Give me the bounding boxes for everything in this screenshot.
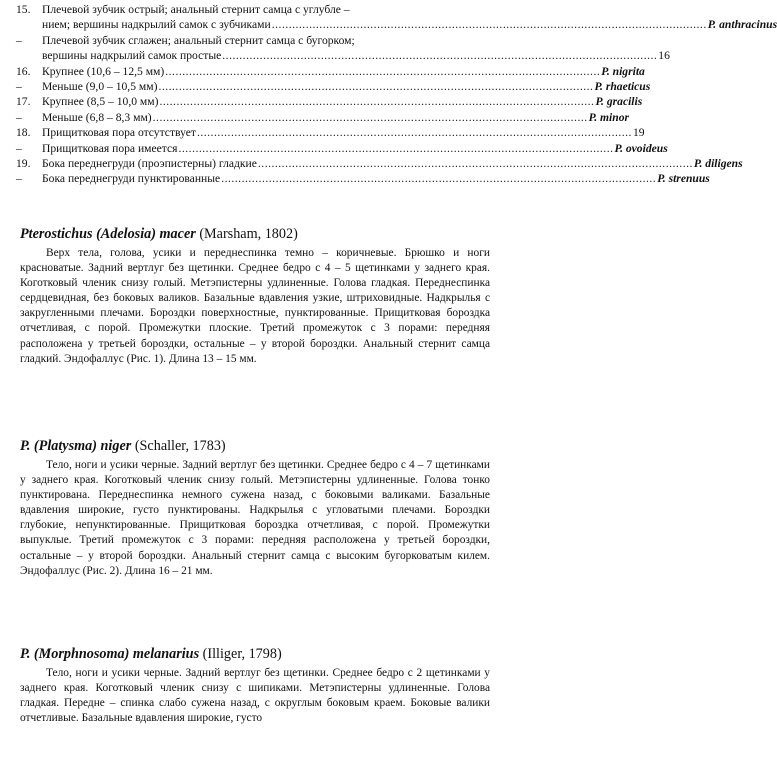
key-row <box>16 48 670 63</box>
key-couplet-text: Крупнее (10,6 – 12,5 мм) <box>42 64 165 78</box>
key-result-couplet: 16 <box>658 49 670 63</box>
species-name: P. (Morphnosoma) melanarius <box>20 646 200 662</box>
key-result-taxon: P. nigrita <box>601 64 645 78</box>
key-couplet-number: – <box>16 79 22 93</box>
key-result-couplet: 19 <box>632 126 645 140</box>
leader-dots: ................................................................................................................................ <box>158 79 594 93</box>
leader-dots: ................................................................................................................................ <box>152 110 588 124</box>
key-result-taxon: P. diligens <box>693 156 743 170</box>
species-description: Тело, ноги и усики черные. Задний вертлуг без щетинки. Среднее бедро с 4 – 7 щетинками у заднего края. Коготковый членик снизу голый. Метэпистерны удлиненные. Голова тонко пунктирована. Переднеспинка немного сужена назад, с боковыми валиками. Базальные вдавления широкие, густо пунктированы. Надкрылья с угловатыми плечами. Бороздки глубокие, непунктированные. Прищитковая бороздка отчетливая, с порой. Промежутки выпуклые. Третий промежуток с 3 порами: передняя расположена у третьей бороздки, остальные – у второй бороздки. Анальный стернит самца с высоким бугорковатым килем. Эндофаллус (Рис. 2). Длина 16 – 21 мм. <box>20 459 490 577</box>
key-row <box>16 64 645 79</box>
key-result-taxon: P. minor <box>588 110 630 124</box>
key-row <box>16 94 643 109</box>
key-couplet-text: Меньше (6,8 – 8,3 мм) <box>42 110 152 124</box>
leader-dots: ................................................................................................................................ <box>159 95 595 109</box>
key-couplet-number: – <box>16 33 22 47</box>
key-row <box>16 110 630 125</box>
key-couplet-number: – <box>16 110 22 124</box>
key-couplet-text: Прищитковая пора отсутствует <box>42 126 196 140</box>
key-result-taxon: P. rhaeticus <box>594 79 651 93</box>
key-row <box>16 79 651 94</box>
leader-dots: ................................................................................................................................ <box>222 49 658 63</box>
key-row <box>16 141 668 156</box>
species-description: Тело, ноги и усики черные. Задний вертлуг без щетинки. Среднее бедро с 2 щетинками у заднего края. Коготковый членик снизу с шипиками. Метэпистерны удлиненные. Голова гладкая. Передне – спинка слабо сужена назад, с округлым боковым краем. Боковые валики отчетливые. Базальные вдавления широкие, густо <box>20 667 490 725</box>
leader-dots: ................................................................................................................................ <box>257 156 693 170</box>
key-row <box>16 125 645 140</box>
key-couplet-text: Плечевой зубчик острый; анальный стернит самца с углубле – <box>42 3 350 16</box>
key-couplet-text: Прищитковая пора имеется <box>42 141 178 155</box>
key-result-taxon: P. ovoideus <box>614 141 668 155</box>
key-row <box>16 2 494 17</box>
key-couplet-text: Меньше (9,0 – 10,5 мм) <box>42 79 158 93</box>
key-couplet-text: Бока переднегруди пунктированные <box>42 172 221 186</box>
key-row <box>16 33 494 48</box>
leader-dots: ................................................................................................................................ <box>271 18 707 32</box>
key-couplet-number: – <box>16 141 22 155</box>
species-author: (Schaller, 1783) <box>134 438 226 454</box>
key-row <box>16 156 743 171</box>
key-result-taxon: P. strenuus <box>657 172 710 186</box>
leader-dots: ................................................................................................................................ <box>221 172 657 186</box>
species-description: Верх тела, голова, усики и переднеспинка темно – коричневые. Брюшко и ноги красноватые. Задний вертлуг без щетинки. Среднее бедро с 4 – 5 щетинками у заднего края. Коготковый членик снизу голый. Метэпистерны удлиненные. Голова гладкая. Переднеспинка сердцевидная, без боковых валиков. Базальные вдавления узкие, штриховидные. Надкрылья с закругленными плечами. Бороздки поверхностные, пунктированные. Прищитковая бороздка отчетливая, с порой. Промежутки плоские. Третий промежуток с 3 порами: передняя расположена у третьей бороздки, остальные – у второй бороздки. Анальный стернит самца гладкий. Эндофаллус (Рис. 1). Длина 13 – 15 мм. <box>20 247 490 365</box>
key-couplet-text: вершины надкрылий самок простые <box>42 49 222 63</box>
species-entry-melanarius <box>20 646 490 726</box>
key-row <box>16 171 710 186</box>
species-name: P. (Platysma) niger <box>20 438 132 454</box>
key-couplet-number: – <box>16 172 22 186</box>
species-heading <box>20 226 490 246</box>
leader-dots: ................................................................................................................................ <box>165 64 601 78</box>
species-entry-niger <box>20 438 490 579</box>
key-couplet-text: нием; вершины надкрылий самок с зубчиками <box>42 18 271 32</box>
key-couplet-text: Плечевой зубчик сглажен; анальный стернит самца с бугорком; <box>42 33 355 47</box>
key-couplet-number: 19. <box>16 156 31 170</box>
species-author: (Illiger, 1798) <box>202 646 282 662</box>
key-couplet-text: Крупнее (8,5 – 10,0 мм) <box>42 95 159 109</box>
key-result-taxon: P. anthracinus <box>707 18 777 32</box>
species-name: Pterostichus (Adelosia) macer <box>20 226 196 242</box>
species-heading <box>20 646 490 666</box>
key-couplet-text: Бока переднегруди (проэпистерны) гладкие <box>42 156 257 170</box>
key-row <box>16 17 777 32</box>
key-couplet-number: 18. <box>16 126 31 140</box>
key-couplet-number: 15. <box>16 3 31 16</box>
key-result-taxon: P. gracilis <box>595 95 643 109</box>
leader-dots: ................................................................................................................................ <box>196 126 632 140</box>
leader-dots: ................................................................................................................................ <box>178 141 614 155</box>
species-heading <box>20 438 490 458</box>
species-entry-macer <box>20 226 490 367</box>
identification-key <box>16 2 777 187</box>
species-author: (Marsham, 1802) <box>199 226 298 242</box>
key-couplet-number: 17. <box>16 95 31 109</box>
key-couplet-number: 16. <box>16 64 31 78</box>
